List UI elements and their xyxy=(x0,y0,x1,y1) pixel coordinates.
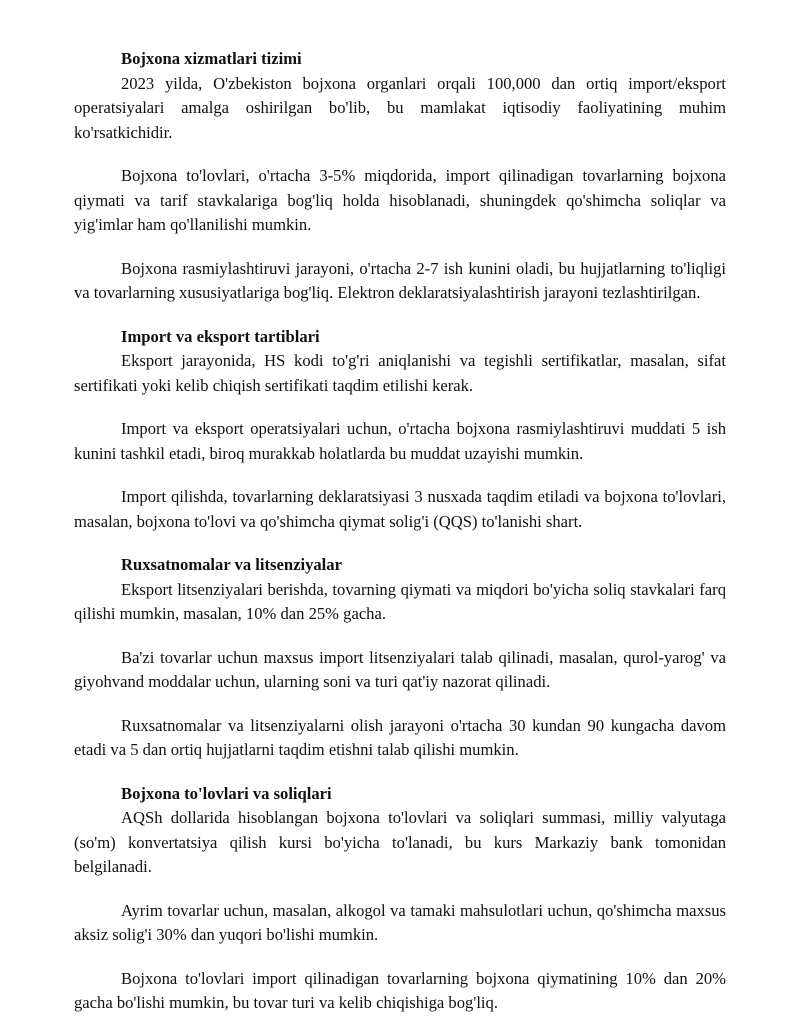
paragraph: 2023 yilda, O'zbekiston bojxona organlari orqali 100,000 dan ortiq import/eksport operatsiyalari amalga oshirilgan bo'lib, bu mamlakat iqtisodiy faoliyatining muhim ko'rsatkichidir. xyxy=(74,73,726,142)
section-title: Import va eksport tartiblari xyxy=(121,326,320,346)
paragraph: Ruxsatnomalar va litsenziyalarni olish jarayoni o'rtacha 30 kundan 90 kungacha davom etadi va 5 dan ortiq hujjatlarni taqdim etishni talab qilishi mumkin. xyxy=(74,715,726,759)
paragraph: Bojxona to'lovlari, o'rtacha 3-5% miqdorida, import qilinadigan tovarlarning bojxona qiymati va tarif stavkalariga bog'liq holda hisoblanadi, shuningdek qo'shimcha soliqlar va yig'imlar ham qo'llanilishi mumkin. xyxy=(74,166,726,234)
paragraph: Ayrim tovarlar uchun, masalan, alkogol va tamaki mahsulotlari uchun, qo'shimcha maxsus aksiz solig'i 30% dan yuqori bo'lishi mumkin. xyxy=(74,900,726,944)
section-customs-services xyxy=(74,47,726,306)
section-import-export xyxy=(74,325,726,535)
paragraph: Eksport jarayonida, HS kodi to'g'ri aniqlanishi va tegishli sertifikatlar, masalan, sifat sertifikati yoki kelib chiqish sertifikati taqdim etilishi kerak. xyxy=(74,351,726,395)
paragraph: AQSh dollarida hisoblangan bojxona to'lovlari va soliqlari summasi, milliy valyutaga (so'm) konvertatsiya qilish kursi bo'yicha to'lanadi, bu kurs Markaziy bank tomonidan belgilanadi. xyxy=(74,808,726,876)
paragraph: Ba'zi tovarlar uchun maxsus import litsenziyalari talab qilinadi, masalan, qurol-yarog' va giyohvand moddalar uchun, ularning soni va turi qat'iy nazorat qilinadi. xyxy=(74,647,726,691)
paragraph: Bojxona to'lovlari import qilinadigan tovarlarning bojxona qiymatining 10% dan 20% gacha bo'lishi mumkin, bu tovar turi va kelib chiqishiga bog'liq. xyxy=(74,968,726,1012)
section-title: Bojxona xizmatlari tizimi xyxy=(121,49,302,68)
section-title: Bojxona to'lovlari va soliqlari xyxy=(121,783,332,803)
paragraph: Import va eksport operatsiyalari uchun, o'rtacha bojxona rasmiylashtiruvi muddati 5 ish kunini tashkil etadi, biroq murakkab holatlarda bu muddat uzayishi mumkin. xyxy=(74,419,726,463)
paragraph: Eksport litsenziyalari berishda, tovarning qiymati va miqdori bo'yicha soliq stavkalari farq qilishi mumkin, masalan, 10% dan 25% gacha. xyxy=(74,579,726,623)
section-payments-taxes xyxy=(74,782,726,1016)
section-title: Ruxsatnomalar va litsenziyalar xyxy=(121,555,342,574)
document-page xyxy=(74,47,726,1035)
section-permits-licenses xyxy=(74,553,726,763)
paragraph: Import qilishda, tovarlarning deklaratsiyasi 3 nusxada taqdim etiladi va bojxona to'lovlari, masalan, bojxona to'lovi va qo'shimcha qiymat solig'i (QQS) to'lanishi shart. xyxy=(74,487,726,531)
paragraph: Bojxona rasmiylashtiruvi jarayoni, o'rtacha 2-7 ish kunini oladi, bu hujjatlarning to'liqligi va tovarlarning xususiyatlariga bog'liq. Elektron deklaratsiyalashtirish jarayoni tezlashtirilgan. xyxy=(74,258,726,302)
